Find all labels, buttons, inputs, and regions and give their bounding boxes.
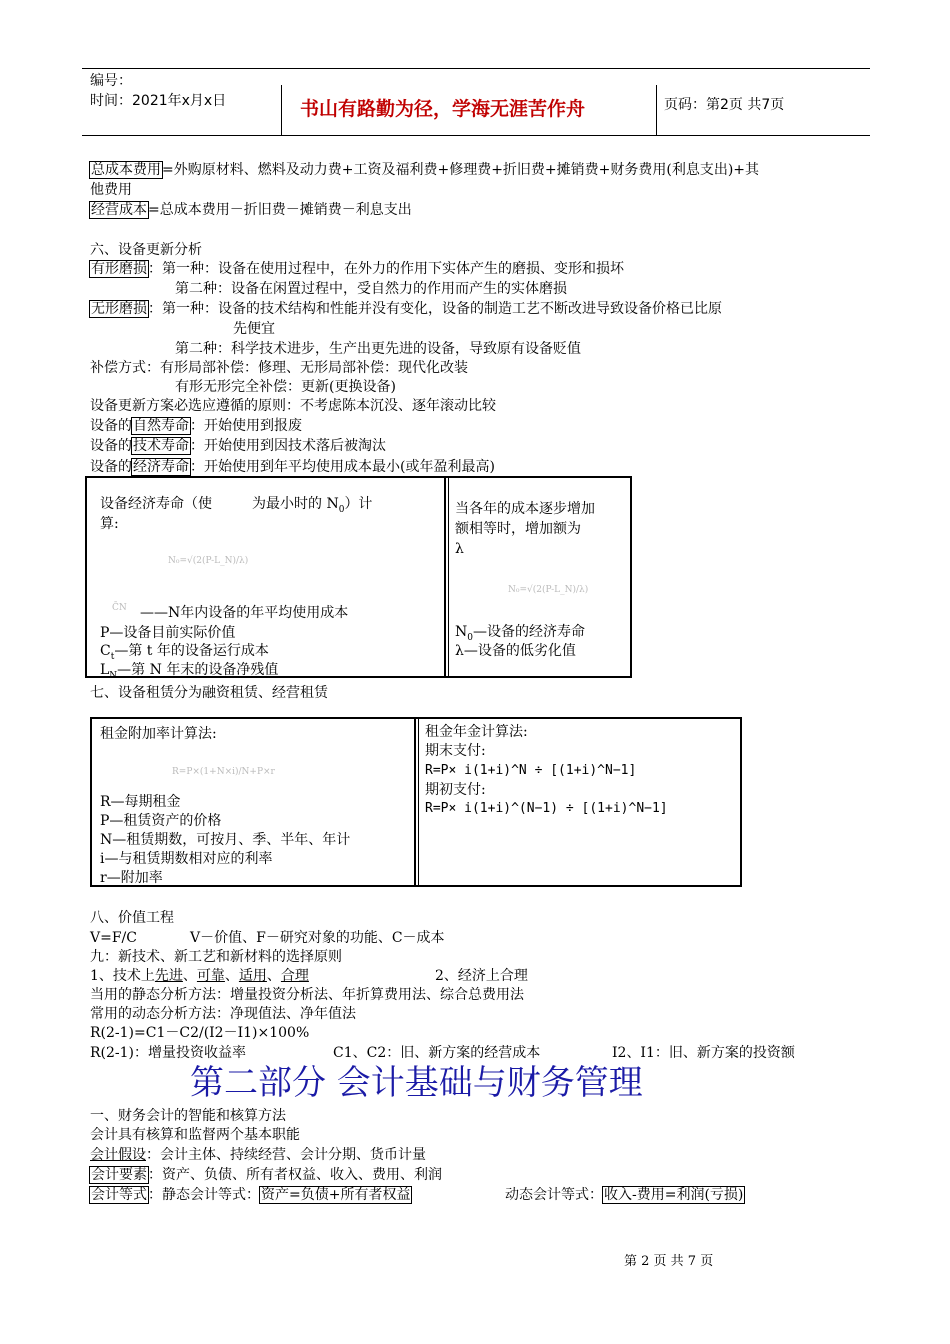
total-cost-line — [90, 160, 759, 180]
economic-life-formula-faint: N₀=√(2(P-L_N)/λ) — [168, 556, 249, 566]
n0-text: —设备的经济寿命 — [472, 624, 585, 640]
r-definition: R—每期租金 — [100, 794, 181, 810]
intangible-wear-type-1: ：第一种：设备的技术结构和性能并没有变化，设备的制造工艺不断改进导致设备价格已比原 — [148, 301, 722, 317]
value-formula: V=F/C — [90, 930, 137, 946]
economic-life-title-c: ）计 — [344, 496, 373, 512]
static-equation-label: ：静态会计等式： — [148, 1187, 260, 1203]
total-cost-definition: =外购原材料、燃料及动力费+工资及福利费+修理费+折旧费+摊销费+财务费用(利息支出)+其 — [162, 162, 760, 178]
renewal-principle: 设备更新方案必选应遵循的原则：不考虑陈本沉没、逐年滚动比较 — [90, 398, 496, 414]
tangible-wear-type-2: 第二种：设备在闲置过程中，受自然力的作用而产生的实体磨损 — [175, 281, 567, 297]
section-6-title: 六、设备更新分析 — [90, 242, 202, 258]
increment-condition-1: 当各年的成本逐步增加 — [455, 501, 595, 517]
operating-cost-term: 经营成本 — [91, 202, 147, 218]
life-prefix: 设备的 — [90, 438, 132, 454]
accounting-equation-line — [90, 1185, 411, 1205]
accounting-equation-term: 会计等式 — [91, 1187, 147, 1203]
economic-life-title-sub: 0 — [338, 504, 345, 515]
technical-life-definition: ：开始使用到因技术落后被淘汰 — [190, 438, 386, 454]
doc-code-label: 编号： — [90, 73, 132, 89]
value-formula-description: V－价值、F－研究对象的功能、C－成本 — [190, 930, 445, 946]
natural-life-line — [90, 416, 302, 436]
p-lease-definition: P—租赁资产的价格 — [100, 813, 222, 829]
accounting-assumptions-list: ：会计主体、持续经营、会计分期、货币计量 — [146, 1147, 426, 1163]
economic-life-title-d: 算: — [100, 516, 119, 532]
economic-life-title-a: 设备经济寿命（使 — [100, 496, 212, 512]
life-prefix: 设备的 — [90, 418, 132, 434]
end-payment-formula: R=P× i(1+i)^N ÷ [(1+i)^N−1] — [425, 763, 637, 778]
economic-life-title-line — [100, 494, 372, 520]
economic-life-line — [90, 457, 495, 477]
lambda-symbol: λ — [455, 541, 464, 557]
intangible-wear-type-2: 第二种：科学技术进步，生产出更先进的设备，导致原有设备贬值 — [175, 341, 581, 357]
static-equation: 资产=负债+所有者权益 — [261, 1187, 411, 1203]
lambda-definition: λ—设备的低劣化值 — [455, 643, 576, 659]
intangible-wear-type-1-continued: 先便宜 — [233, 321, 275, 337]
n0-symbol: N — [455, 624, 468, 640]
accounting-assumptions-term: 会计假设 — [90, 1147, 146, 1163]
end-payment-label: 期末支付: — [425, 743, 486, 759]
economic-life-definition: ：开始使用到年平均使用成本最小(或年盈利最高) — [190, 459, 495, 475]
principle-applicable: 适用 — [238, 968, 267, 984]
principle-advanced: 先进 — [154, 968, 183, 984]
technical-principle-prefix: 1、技术上 — [90, 968, 155, 984]
header-divider-right — [656, 85, 657, 135]
ln-symbol: L — [100, 662, 110, 678]
incremental-return-formula: R(2-1)=C1－C2/(I2－I1)×100% — [90, 1025, 310, 1041]
operating-cost-line — [90, 200, 412, 220]
section-7-title: 七、设备租赁分为融资租赁、经营租赁 — [90, 685, 328, 701]
compensation-line-1: 补偿方式：有形局部补偿：修理、无形局部补偿：现代化改装 — [90, 360, 468, 376]
begin-payment-formula: R=P× i(1+i)^(N−1) ÷ [(1+i)^N−1] — [425, 801, 668, 816]
dynamic-equation-line — [505, 1185, 744, 1205]
operating-cost-legend: C1、C2：旧、新方案的经营成本 — [333, 1045, 541, 1061]
ct-text: —第 t 年的设备运行成本 — [114, 643, 269, 659]
header-top-rule — [82, 68, 870, 69]
economic-life-table-divider-a — [444, 476, 446, 678]
principle-reasonable: 合理 — [280, 968, 309, 984]
header-page-number: 页码：第2页 共7页 — [664, 97, 785, 113]
technical-principle: 1、技术上先进、可靠、适用、合理 — [90, 968, 309, 984]
header-bottom-rule — [82, 135, 870, 136]
doc-date: 时间：2021年x月x日 — [90, 93, 227, 109]
principle-reliable: 可靠 — [196, 968, 225, 984]
investment-legend: I2、I1：旧、新方案的投资额 — [612, 1045, 795, 1061]
surcharge-formula-faint: R=P×(1+N×i)/N+P×r — [172, 767, 275, 777]
header-motto: 书山有路勤为径，学海无涯苦作舟 — [300, 98, 586, 120]
section-9-title: 九：新技术、新工艺和新材料的选择原则 — [90, 949, 342, 965]
dynamic-equation-label: 动态会计等式： — [505, 1187, 603, 1203]
increment-condition-2: 额相等时，增加额为 — [455, 521, 581, 537]
static-analysis-methods: 当用的静态分析方法：增量投资分析法、年折算费用法、综合总费用法 — [90, 987, 524, 1003]
i-lease-definition: i—与租赁期数相对应的利率 — [100, 851, 273, 867]
header-divider-left — [281, 85, 282, 135]
section-8-title: 八、价值工程 — [90, 910, 174, 926]
natural-life-definition: ：开始使用到报废 — [190, 418, 302, 434]
accounting-elements-list: ：资产、负债、所有者权益、收入、费用、利润 — [148, 1167, 442, 1183]
average-cost-definition: ——N年内设备的年平均使用成本 — [140, 605, 349, 621]
total-cost-term: 总成本费用 — [91, 162, 161, 178]
incremental-return-legend: R(2-1)：增量投资收益率 — [90, 1045, 247, 1061]
accounting-functions: 会计具有核算和监督两个基本职能 — [90, 1127, 300, 1143]
part-2-title: 第二部分 会计基础与财务管理 — [190, 1063, 643, 1103]
n0-sub: 0 — [467, 632, 473, 643]
surcharge-method-title: 租金附加率计算法: — [100, 726, 217, 742]
dynamic-analysis-methods: 常用的动态分析方法：净现值法、净年值法 — [90, 1006, 356, 1022]
natural-life-term: 自然寿命 — [133, 418, 189, 434]
economic-life-sqrt-formula-faint: N₀=√(2(P-L_N)/λ) — [508, 585, 589, 595]
economic-life-title-b: 为最小时的 N — [252, 496, 339, 512]
ln-text: —第 N 年末的设备净残值 — [117, 662, 279, 678]
r-surcharge-definition: r—附加率 — [100, 870, 163, 886]
accounting-elements-term: 会计要素 — [91, 1167, 147, 1183]
tangible-wear-line-1 — [90, 259, 624, 279]
footer-page-number: 第 2 页 共 7 页 — [624, 1254, 714, 1269]
tangible-wear-term: 有形磨损 — [91, 261, 147, 277]
begin-payment-label: 期初支付: — [425, 782, 486, 798]
life-prefix: 设备的 — [90, 459, 132, 475]
economic-life-table-divider-b — [448, 476, 449, 678]
intangible-wear-line-1 — [90, 299, 722, 319]
economic-principle: 2、经济上合理 — [435, 968, 528, 984]
technical-life-term: 技术寿命 — [133, 438, 189, 454]
ln-definition — [100, 660, 278, 686]
leasing-table-divider-b — [418, 717, 419, 887]
operating-cost-definition: =总成本费用－折旧费－摊销费－利息支出 — [148, 202, 412, 218]
n-lease-definition: N—租赁期数，可按月、季、半年、年计 — [100, 832, 351, 848]
economic-life-term: 经济寿命 — [133, 459, 189, 475]
p-definition: P—设备目前实际价值 — [100, 625, 236, 641]
technical-life-line — [90, 436, 386, 456]
accounting-elements-line — [90, 1165, 442, 1185]
total-cost-continued: 他费用 — [90, 182, 132, 198]
ct-symbol: C — [100, 643, 111, 659]
leasing-table-divider-a — [414, 717, 416, 887]
accounting-section-1-title: 一、财务会计的智能和核算方法 — [90, 1108, 286, 1124]
dynamic-equation: 收入-费用=利润(亏损) — [604, 1187, 744, 1203]
tangible-wear-type-1: ：第一种：设备在使用过程中，在外力的作用下实体产生的磨损、变形和损坏 — [148, 261, 624, 277]
average-cost-symbol-faint: C̄N — [112, 603, 127, 613]
accounting-assumptions-line — [90, 1145, 426, 1165]
annuity-method-title: 租金年金计算法: — [425, 724, 528, 740]
ln-sub: N — [109, 670, 118, 681]
intangible-wear-term: 无形磨损 — [91, 301, 147, 317]
compensation-line-2: 有形无形完全补偿：更新(更换设备) — [175, 379, 396, 395]
ct-sub: t — [110, 651, 115, 662]
